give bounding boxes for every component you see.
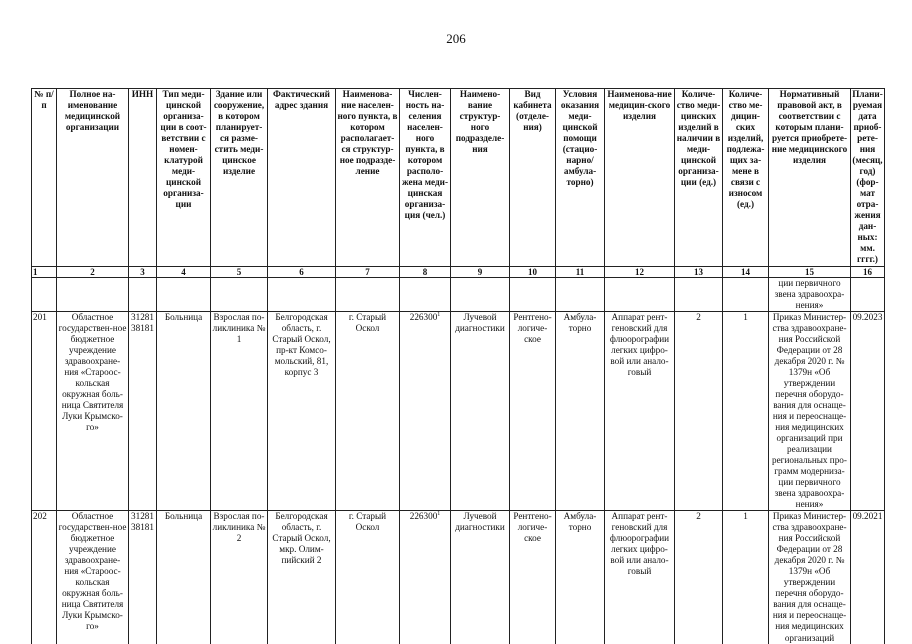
cabinet-type: Рентгено-логиче-ское: [510, 311, 556, 511]
header-cell: Тип меди-цинской организа-ции в соот-ветствии с номен-клатурой меди-цинской организа-ции: [157, 89, 211, 267]
empty-cell: [851, 277, 885, 311]
empty-cell: [556, 277, 605, 311]
continuation-text: ции первичного звена здравоохра-нения»: [769, 277, 851, 311]
replace-count: 1: [723, 311, 769, 511]
locality-name: г. Старый Оскол: [336, 311, 400, 511]
device-name: Аппарат рент-геновский для флюорографии легких цифро-вой или анало-говый: [605, 311, 675, 511]
column-number: 15: [769, 266, 851, 277]
header-row: [32, 89, 885, 267]
legal-act: Приказ Министер-ства здравоохране-ния Российской Федерации от 28 декабря 2020 г. № 1379н «Об утверждении перечня оборудо-вания для оснаще-ния и переоснаще-ния медицинских организаций при реализации региональных про-грамм модерниза-ции первичного звена здравоохра-нения»: [769, 311, 851, 511]
header-cell: Нормативный правовой акт, в соответствии с которым плани-руется приобрете-ние медицинского изделия: [769, 89, 851, 267]
header-cell: Здание или сооружение, в котором планирует-ся разме-стить меди-цинское изделие: [211, 89, 268, 267]
page-number: 206: [446, 31, 466, 46]
column-number: 11: [556, 266, 605, 277]
unit-name: Лучевой диагностики: [451, 511, 510, 644]
column-number: 10: [510, 266, 556, 277]
legal-act: Приказ Министер-ства здравоохране-ния Российской Федерации от 28 декабря 2020 г. № 1379н «Об утверждении перечня оборудо-вания для оснаще-ния и переоснаще-ния медицинских организаций: [769, 511, 851, 644]
inn-value: 31281 38181: [129, 511, 157, 644]
empty-cell: [336, 277, 400, 311]
column-number: 13: [675, 266, 723, 277]
device-count: 2: [675, 311, 723, 511]
table-row: [32, 311, 885, 511]
column-number: 3: [129, 266, 157, 277]
planned-date: 09.2021: [851, 511, 885, 644]
header-cell: Наимено-вание структур-ного подразделе-ния: [451, 89, 510, 267]
organization-name: Областное государствен-ное бюджетное учреждение здравоохране-ния «Староос-кольская окружная боль-ница Святителя Луки Крымско-го»: [57, 511, 129, 644]
building-address: Белгородская область, г. Старый Оскол, мкр. Олим-пийский 2: [268, 511, 336, 644]
population-footnote: 1: [437, 311, 441, 318]
header-cell: Наименова-ние населен-ного пункта, в котором располагает-ся структур-ное подразде-ление: [336, 89, 400, 267]
column-number: 8: [400, 266, 451, 277]
column-number: 2: [57, 266, 129, 277]
row-number: 201: [32, 311, 57, 511]
column-number: 14: [723, 266, 769, 277]
empty-cell: [510, 277, 556, 311]
header-cell: Числен-ность на-селения населен-ного пункта, в котором располо-жена меди-цинская организа-ция (чел.): [400, 89, 451, 267]
empty-cell: [268, 277, 336, 311]
header-cell: Количе-ство ме-дицин-ских изделий, подлежа-щих за-мене в связи с износом (ед.): [723, 89, 769, 267]
column-number: 1: [32, 266, 57, 277]
empty-cell: [451, 277, 510, 311]
empty-cell: [32, 277, 57, 311]
header-cell: Фактический адрес здания: [268, 89, 336, 267]
empty-cell: [211, 277, 268, 311]
equipment-table: [31, 88, 885, 644]
column-number: 9: [451, 266, 510, 277]
device-name: Аппарат рент-геновский для флюорографии легких цифро-вой или анало-говый: [605, 511, 675, 644]
inn-value: 31281 38181: [129, 311, 157, 511]
empty-cell: [400, 277, 451, 311]
planned-date: 09.2023: [851, 311, 885, 511]
header-cell: ИНН: [129, 89, 157, 267]
column-number: 5: [211, 266, 268, 277]
empty-cell: [129, 277, 157, 311]
care-conditions: Амбула-торно: [556, 511, 605, 644]
empty-cell: [723, 277, 769, 311]
organization-type: Больница: [157, 511, 211, 644]
cabinet-type: Рентгено-логиче-ское: [510, 511, 556, 644]
header-cell: Вид кабинета (отделе-ния): [510, 89, 556, 267]
population-number: 226300: [409, 311, 438, 322]
population-value: [400, 511, 451, 644]
header-cell: Полное на-именование медицинской организации: [57, 89, 129, 267]
replace-count: 1: [723, 511, 769, 644]
empty-cell: [157, 277, 211, 311]
device-count: 2: [675, 511, 723, 644]
header-cell: Наименова-ние медицин-ского изделия: [605, 89, 675, 267]
organization-type: Больница: [157, 311, 211, 511]
building-name: Взрослая по-ликлиника № 2: [211, 511, 268, 644]
continuation-row: [32, 277, 885, 311]
header-cell: Количе-ство меди-цинских изделий в наличии в меди-цинской организа-ции (ед.): [675, 89, 723, 267]
unit-name: Лучевой диагностики: [451, 311, 510, 511]
building-name: Взрослая по-ликлиника № 1: [211, 311, 268, 511]
empty-cell: [57, 277, 129, 311]
header-cell: № п/п: [32, 89, 57, 267]
empty-cell: [605, 277, 675, 311]
care-conditions: Амбула-торно: [556, 311, 605, 511]
column-number-row: [32, 266, 885, 277]
row-number: 202: [32, 511, 57, 644]
column-number: 16: [851, 266, 885, 277]
population-footnote: 1: [437, 511, 441, 518]
header-cell: Плани-руемая дата приоб-рете-ния (месяц, год) (фор-мат отра-жения дан-ных: мм. гггг.): [852, 89, 883, 265]
table-row: [32, 511, 885, 644]
population-number: 226300: [409, 511, 438, 522]
column-number: 12: [605, 266, 675, 277]
header-cell: Условия оказания меди-цинской помощи (стацио-нарно/ амбула-торно): [556, 89, 605, 267]
building-address: Белгородская область, г. Старый Оскол, пр-кт Комсо-мольский, 81, корпус 3: [268, 311, 336, 511]
organization-name: Областное государствен-ное бюджетное учреждение здравоохране-ния «Староос-кольская окружная боль-ница Святителя Луки Крымско-го»: [57, 311, 129, 511]
column-number: 7: [336, 266, 400, 277]
locality-name: г. Старый Оскол: [336, 511, 400, 644]
column-number: 6: [268, 266, 336, 277]
population-value: [400, 311, 451, 511]
empty-cell: [675, 277, 723, 311]
column-number: 4: [157, 266, 211, 277]
